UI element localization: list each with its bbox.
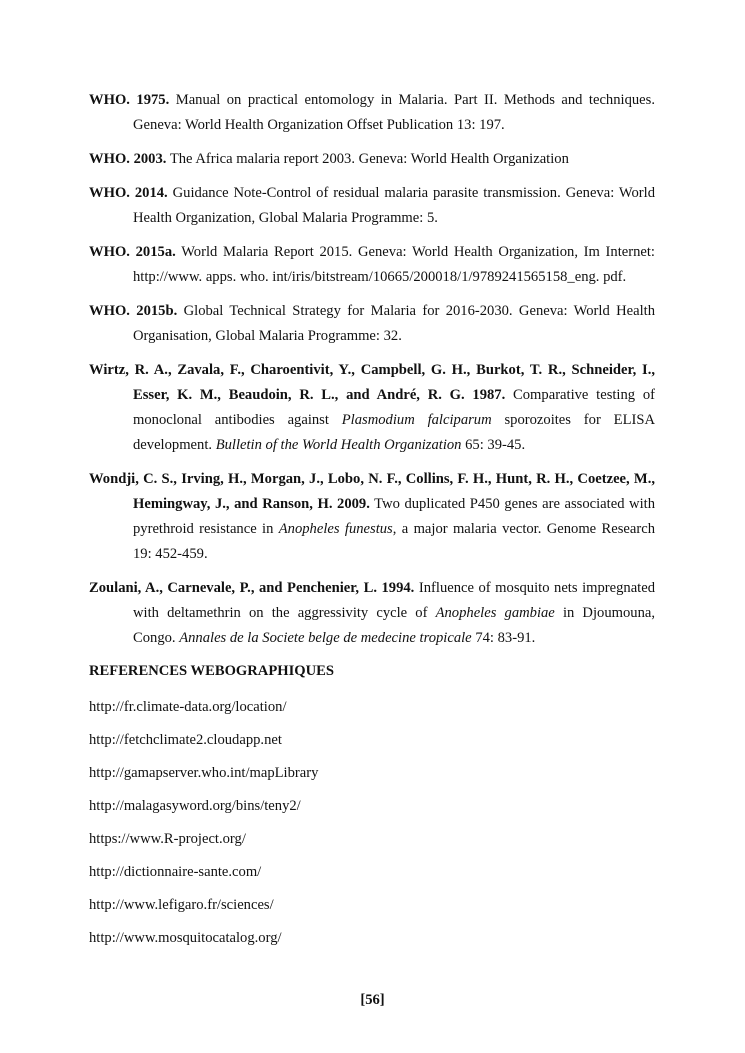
reference-text: sporozoites for ELISA development. — [133, 412, 656, 453]
reference-species: Anopheles funestus — [278, 521, 393, 537]
reference-authors: WHO. 2003. — [89, 151, 167, 167]
reference-text: Manual on practical entomology in Malaria. Part II. Methods and techniques. Geneva: World Health Organization Offset Publication 13: 197. — [133, 92, 655, 133]
reference-journal: Bulletin of the World Health Organization — [215, 437, 462, 453]
reference-who-1975 — [89, 88, 655, 138]
reference-text: Two duplicated P450 genes are associated with pyrethroid resistance in — [133, 496, 655, 537]
reference-authors: WHO. 2015a. — [89, 244, 176, 260]
reference-authors: WHO. 2015b. — [89, 303, 178, 319]
web-link[interactable]: http://fetchclimate2.cloudapp.net — [89, 732, 282, 748]
reference-text: in Djoumouna, Congo. — [133, 605, 655, 646]
reference-who-2015b — [89, 299, 655, 349]
reference-who-2015a — [89, 240, 655, 290]
reference-authors: Wondji, C. S., Irving, H., Morgan, J., Lobo, N. F., Collins, F. H., Hunt, R. H., Coetzee, M., Hemingway, J., and Ranson, H. 2009. — [89, 471, 655, 512]
web-link[interactable]: http://www.lefigaro.fr/sciences/ — [89, 897, 274, 913]
reference-text: , a major malaria vector. Genome Research 19: 452-459. — [133, 521, 655, 562]
document-page — [89, 88, 655, 960]
web-link[interactable]: http://malagasyword.org/bins/teny2/ — [89, 798, 301, 814]
reference-authors: Zoulani, A., Carnevale, P., and Penchenier, L. 1994. — [89, 580, 415, 596]
reference-species: Anopheles gambiae — [435, 605, 555, 621]
page-number: [56] — [360, 992, 385, 1008]
web-link[interactable]: http://fr.climate-data.org/location/ — [89, 699, 287, 715]
web-link[interactable]: http://dictionnaire-sante.com/ — [89, 864, 262, 880]
reference-text: 65: 39-45. — [461, 437, 526, 453]
reference-text: The Africa malaria report 2003. Geneva: World Health Organization — [169, 151, 569, 167]
web-link[interactable]: http://gamapserver.who.int/mapLibrary — [89, 765, 319, 781]
reference-who-2014 — [89, 181, 655, 231]
reference-species: Plasmodium falciparum — [341, 412, 492, 428]
reference-journal: Annales de la Societe belge de medecine tropicale — [179, 630, 472, 646]
web-references-heading: REFERENCES WEBOGRAPHIQUES — [89, 663, 335, 679]
web-link[interactable]: http://www.mosquitocatalog.org/ — [89, 930, 282, 946]
reference-text: Global Technical Strategy for Malaria for 2016-2030. Geneva: World Health Organisation, Global Malaria Programme: 32. — [133, 303, 655, 344]
reference-who-2003 — [89, 147, 655, 172]
reference-text: Guidance Note-Control of residual malaria parasite transmission. Geneva: World Health Organization, Global Malaria Programme: 5. — [133, 185, 656, 226]
reference-text: 74: 83-91. — [471, 630, 536, 646]
reference-wirtz-1987 — [89, 358, 655, 458]
reference-wondji-2009 — [89, 467, 655, 567]
reference-zoulani-1994 — [89, 576, 655, 651]
web-link[interactable]: https://www.R-project.org/ — [89, 831, 246, 847]
reference-authors: Wirtz, R. A., Zavala, F., Charoentivit, Y., Campbell, G. H., Burkot, T. R., Schneider, I., Esser, K. M., Beaudoin, R. L., and André, R. G. 1987. — [89, 362, 655, 403]
reference-text: Influence of mosquito nets impregnated with deltamethrin on the aggressivity cycle of — [133, 580, 656, 621]
reference-authors: WHO. 2014. — [89, 185, 168, 201]
reference-authors: WHO. 1975. — [89, 92, 170, 108]
reference-text: World Malaria Report 2015. Geneva: World Health Organization, Im Internet: http://www. apps. who. int/iris/bitstream/10665/200018/1/9789241565158_eng. pdf. — [133, 244, 655, 285]
reference-text: Comparative testing of monoclonal antibodies against — [133, 387, 656, 428]
